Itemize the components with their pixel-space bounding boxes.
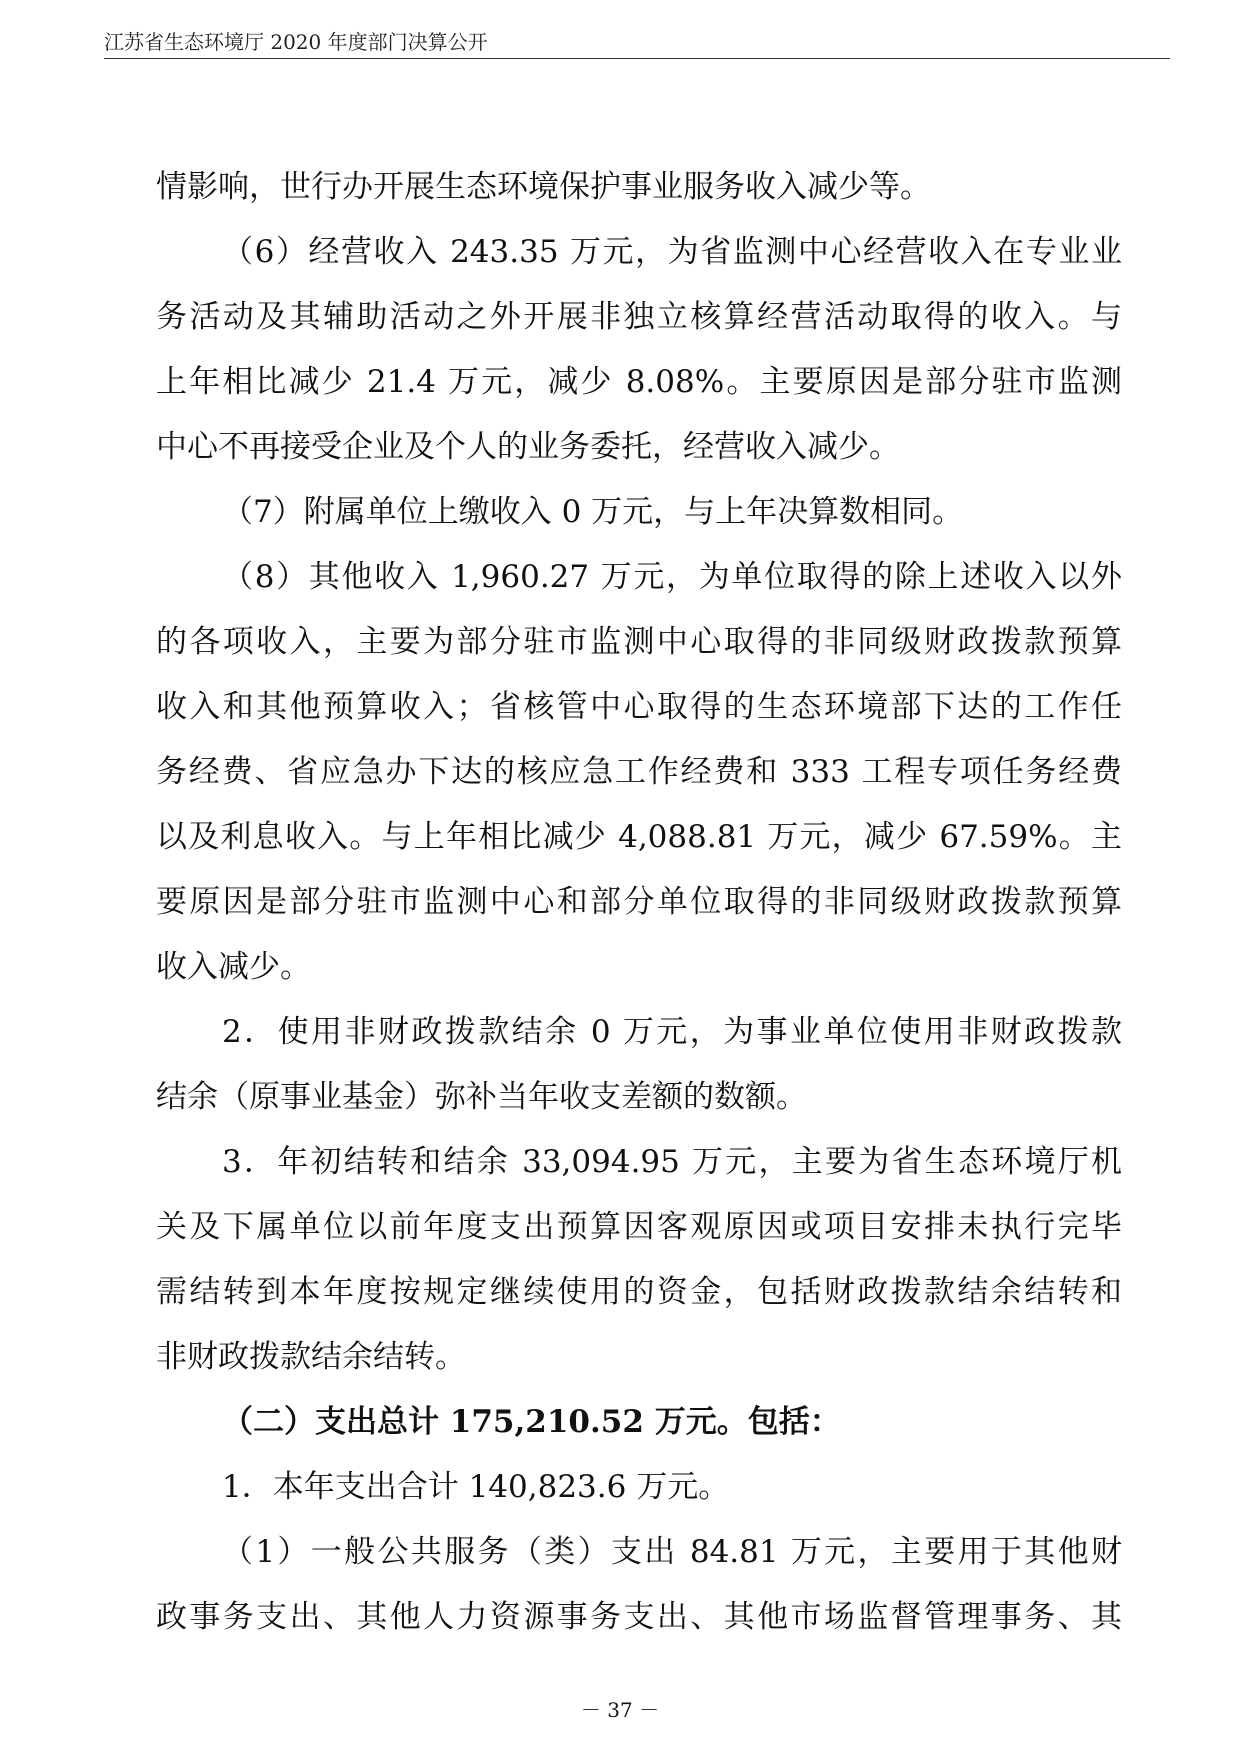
text-line: 政事务支出、其他人力资源事务支出、其他市场监督管理事务、其 xyxy=(156,1599,1122,1635)
text-line: （6）经营收入 243.35 万元，为省监测中心经营收入在专业业 xyxy=(222,234,1122,270)
text-line: 务活动及其辅助活动之外开展非独立核算经营活动取得的收入。与 xyxy=(156,299,1122,335)
document-body xyxy=(156,164,1122,1659)
text-line: 3．年初结转和结余 33,094.95 万元，主要为省生态环境厅机 xyxy=(222,1144,1122,1180)
text-line: （7）附属单位上缴收入 0 万元，与上年决算数相同。 xyxy=(222,494,964,530)
text-line: 1．本年支出合计 140,823.6 万元。 xyxy=(222,1469,730,1505)
text-line: 需结转到本年度按规定继续使用的资金，包括财政拨款结余结转和 xyxy=(156,1274,1122,1310)
text-line: 情影响，世行办开展生态环境保护事业服务收入减少等。 xyxy=(156,169,931,205)
text-line: 上年相比减少 21.4 万元，减少 8.08%。主要原因是部分驻市监测 xyxy=(156,364,1122,400)
text-line: 关及下属单位以前年度支出预算因客观原因或项目安排未执行完毕 xyxy=(156,1209,1122,1245)
text-line: （二）支出总计 175,210.52 万元。包括： xyxy=(222,1404,841,1440)
text-line: 以及利息收入。与上年相比减少 4,088.81 万元，减少 67.59%。主 xyxy=(156,819,1122,855)
text-line: 中心不再接受企业及个人的业务委托，经营收入减少。 xyxy=(156,429,900,465)
text-line: 非财政拨款结余结转。 xyxy=(156,1339,466,1375)
text-line: 务经费、省应急办下达的核应急工作经费和 333 工程专项任务经费 xyxy=(156,754,1122,790)
text-line: 2．使用非财政拨款结余 0 万元，为事业单位使用非财政拨款 xyxy=(222,1014,1122,1050)
page-number: － 37 － xyxy=(580,1698,660,1722)
text-line: （8）其他收入 1,960.27 万元，为单位取得的除上述收入以外 xyxy=(222,559,1122,595)
running-header: 江苏省生态环境厅 2020 年度部门决算公开 xyxy=(104,30,488,54)
text-line: 的各项收入，主要为部分驻市监测中心取得的非同级财政拨款预算 xyxy=(156,624,1122,660)
text-line: 收入减少。 xyxy=(156,949,311,985)
header-rule xyxy=(104,58,1170,59)
text-line: 结余（原事业基金）弥补当年收支差额的数额。 xyxy=(156,1079,807,1115)
text-line: （1）一般公共服务（类）支出 84.81 万元，主要用于其他财 xyxy=(222,1534,1122,1570)
text-line: 要原因是部分驻市监测中心和部分单位取得的非同级财政拨款预算 xyxy=(156,884,1122,920)
text-line: 收入和其他预算收入；省核管中心取得的生态环境部下达的工作任 xyxy=(156,689,1122,725)
